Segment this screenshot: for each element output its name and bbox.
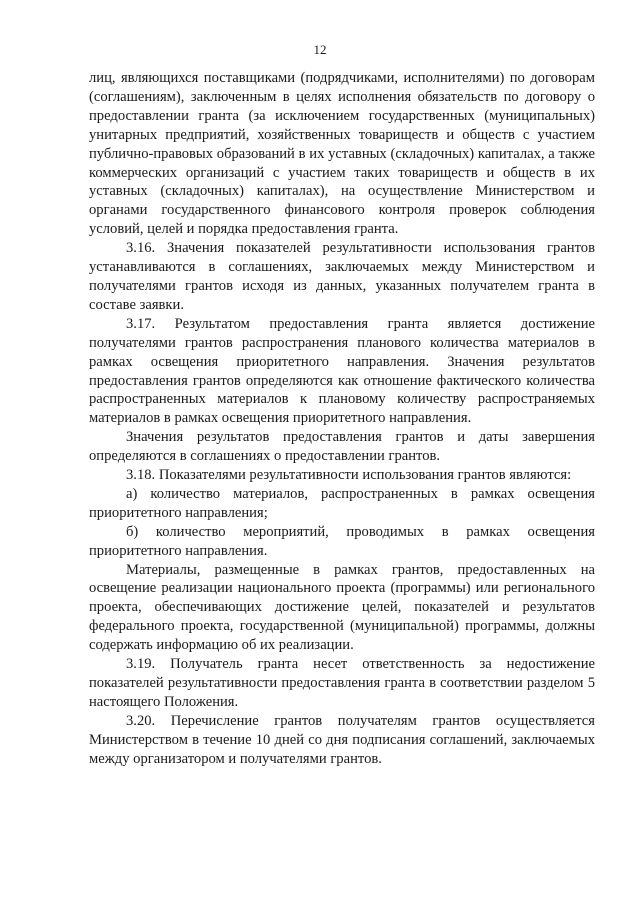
- paragraph-3-17: 3.17. Результатом предоставления гранта является достижение получателями грантов распространения планового количества материалов в рамках освещения приоритетного направления. Значения результатов предоставления грантов определяются как отношение фактического количества распространенных материалов к плановому количеству распространяемых материалов в рамках освещения приоритетного направления.: [89, 315, 595, 427]
- page-number: 12: [313, 42, 327, 57]
- document-body: [89, 69, 595, 769]
- paragraph-3-16: 3.16. Значения показателей результативности использования грантов устанавливаются в соглашениях, заключаемых между Министерством и получателями грантов исходя из данных, указанных получателем гранта в составе заявки.: [89, 240, 595, 313]
- paragraph-continuation: лиц, являющихся поставщиками (подрядчиками, исполнителями) по договорам (соглашениям), заключенным в целях исполнения обязательств по договору о предоставлении гранта (за исключением государственных (муниципальных) унитарных предприятий, хозяйственных товариществ и обществ с участием публично-правовых образований в их уставных (складочных) капиталах, а также коммерческих организаций с участием таких товариществ и обществ в их уставных (складочных) капиталах), на осуществление Министерством и органами государственного финансового контроля проверок соблюдения условий, целей и порядка предоставления гранта.: [89, 70, 595, 238]
- paragraph-3-20: 3.20. Перечисление грантов получателям грантов осуществляется Министерством в течение 10 дней со дня подписания соглашений, заключаемых между организатором и получателями грантов.: [89, 712, 595, 767]
- list-item-a: а) количество материалов, распространенных в рамках освещения приоритетного направления;: [89, 485, 595, 521]
- paragraph-results-dates: Значения результатов предоставления грантов и даты завершения определяются в соглашениях о предоставлении грантов.: [89, 429, 595, 465]
- paragraph-3-18: 3.18. Показателями результативности использования грантов являются:: [126, 467, 572, 484]
- list-item-b: б) количество мероприятий, проводимых в рамках освещения приоритетного направления.: [89, 523, 595, 559]
- paragraph-3-19: 3.19. Получатель гранта несет ответственность за недостижение показателей результативности предоставления гранта в соответствии разделом 5 настоящего Положения.: [89, 656, 595, 710]
- paragraph-materials: Материалы, размещенные в рамках грантов, предоставленных на освещение реализации национального проекта (программы) или регионального проекта, обеспечивающих достижение целей, показателей и результатов федерального проекта, государственной (муниципальной) программы, должны содержать информацию об их реализации.: [89, 561, 595, 654]
